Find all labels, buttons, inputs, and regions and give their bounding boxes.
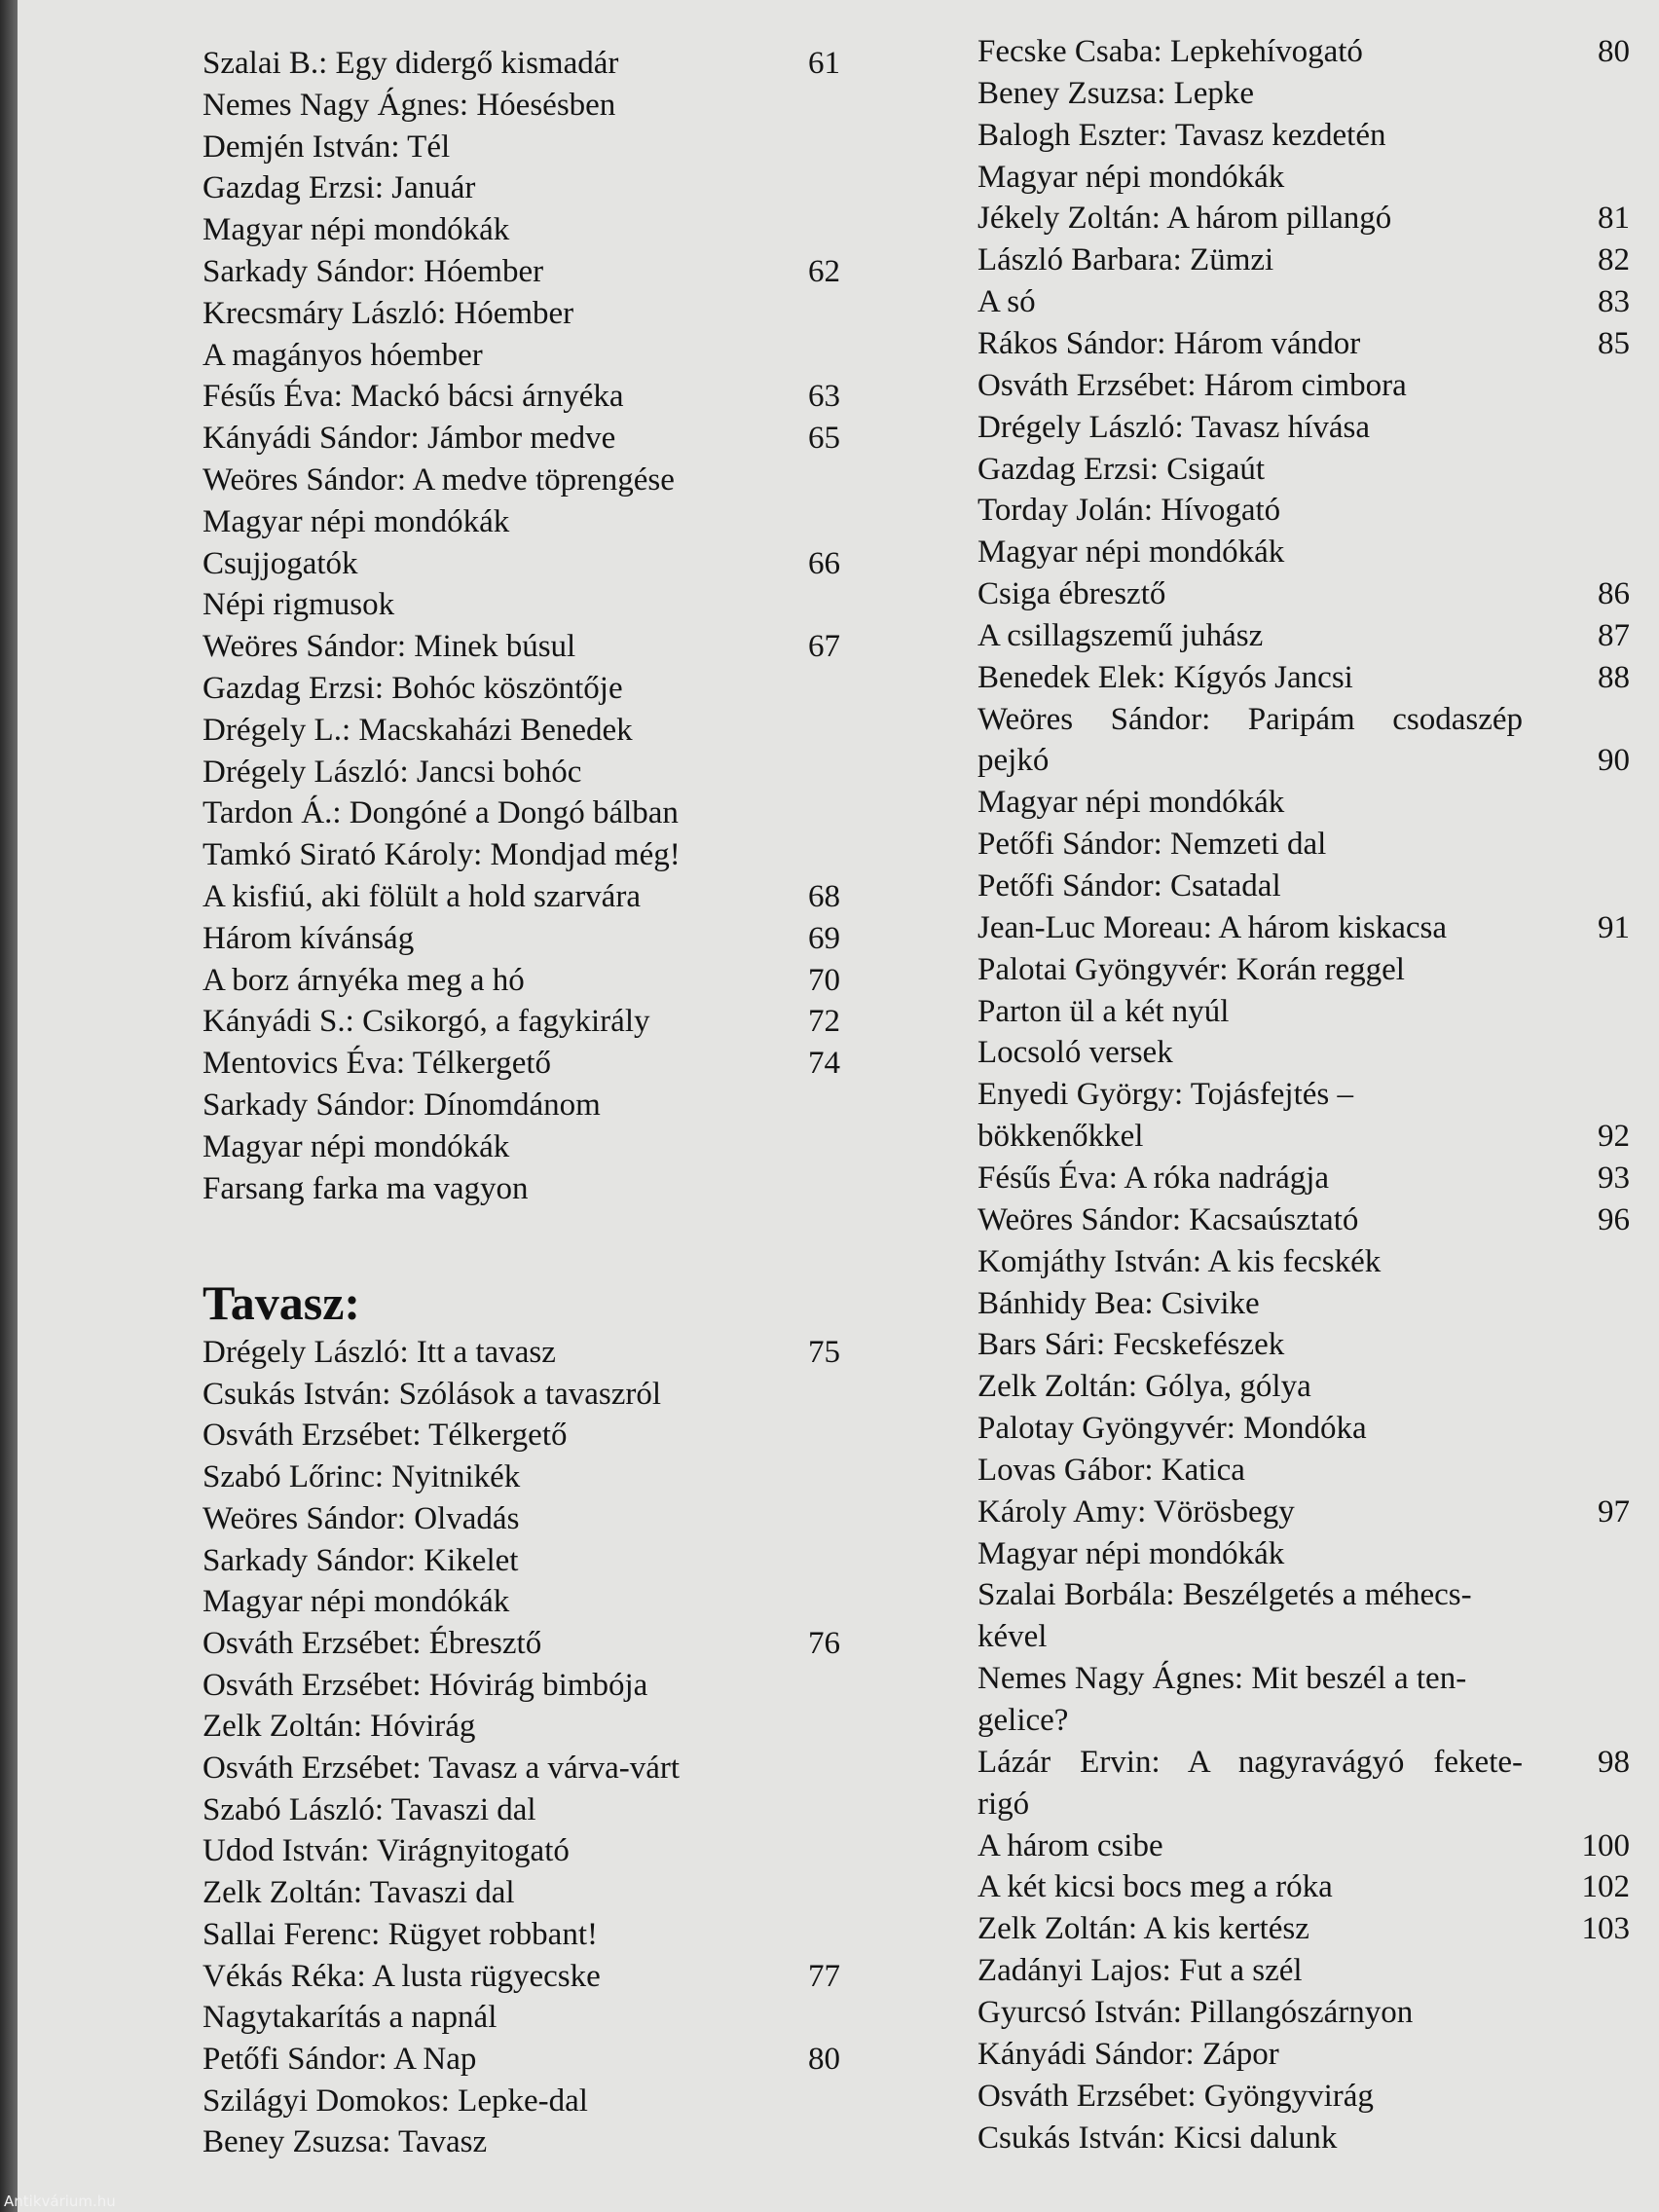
toc-entry: [977, 32, 1630, 71]
toc-entry-title: Csukás István: Kicsi dalunk: [977, 2120, 1338, 2156]
toc-entry: [977, 116, 1630, 155]
toc-entry-title: Farsang farka ma vagyon: [203, 1170, 529, 1206]
toc-entry-title: Weöres Sándor: Paripám csodaszép: [977, 701, 1523, 737]
toc-entry-title: Gyurcsó István: Pillangószárnyon: [977, 1994, 1414, 2030]
toc-entry-page: 80: [1598, 34, 1630, 69]
toc-entry-title: Szabó Lőrinc: Nyitnikék: [203, 1459, 521, 1495]
toc-entry-title: Csujjogatók: [203, 545, 358, 581]
toc-entry-title: Szabó László: Tavaszi dal: [203, 1791, 536, 1827]
toc-entry-page: 86: [1598, 576, 1630, 612]
toc-entry: [203, 919, 840, 958]
toc-entry-title: Magyar népi mondókák: [203, 1584, 510, 1620]
toc-entry: [203, 835, 840, 874]
toc-entry-page: 97: [1598, 1493, 1630, 1530]
toc-entry-title: Drégely László: Jancsi bohóc: [203, 754, 582, 790]
toc-entry-title: Nagytakarítás a napnál: [203, 2000, 498, 2036]
toc-entry: [977, 574, 1630, 613]
toc-entry-title: Weöres Sándor: Kacsaúsztató: [977, 1201, 1359, 1237]
toc-entry-title: Károly Amy: Vörösbegy: [977, 1493, 1295, 1530]
toc-entry: [203, 336, 840, 375]
toc-entry-title: Osváth Erzsébet: Három cimbora: [977, 367, 1407, 403]
toc-entry-title: Weöres Sándor: Olvadás: [203, 1500, 520, 1536]
toc-entry: [977, 2119, 1630, 2157]
toc-entry: [203, 44, 840, 83]
toc-entry: [203, 1169, 840, 1208]
toc-entry: [203, 585, 840, 624]
toc-entry: [203, 711, 840, 750]
toc-entry: [203, 1666, 840, 1705]
toc-entry: [977, 1659, 1630, 1698]
toc-entry-page: 98: [1598, 1744, 1630, 1780]
toc-entry-page: 61: [808, 46, 840, 81]
toc-entry: [977, 950, 1630, 989]
toc-entry: [977, 408, 1630, 447]
toc-entry-title: Gazdag Erzsi: Bohóc köszöntője: [203, 671, 623, 706]
toc-entry: [977, 158, 1630, 197]
toc-entry: [977, 1617, 1630, 1656]
toc-entry-page: 87: [1598, 617, 1630, 653]
toc-entry: [977, 1785, 1630, 1824]
section-title-tavasz: Tavasz:: [203, 1275, 361, 1330]
toc-entry: [977, 2077, 1630, 2116]
toc-entry: [977, 1117, 1630, 1156]
toc-entry-title: László Barbara: Zümzi: [977, 242, 1274, 278]
toc-entry: [977, 1575, 1630, 1614]
toc-entry-title: Drégely László: Itt a tavasz: [203, 1335, 556, 1370]
toc-entry-title: Gazdag Erzsi: Csigaút: [977, 451, 1266, 487]
toc-entry-title: Szalai B.: Egy didergő kismadár: [203, 46, 619, 81]
toc-entry-page: 92: [1598, 1119, 1630, 1155]
toc-entry: [977, 282, 1630, 321]
toc-entry-title: Zelk Zoltán: Tavaszi dal: [203, 1875, 515, 1911]
toc-entry: [977, 992, 1630, 1031]
toc-entry: [203, 1873, 840, 1912]
toc-entry: [203, 669, 840, 708]
toc-entry-title: rigó: [977, 1786, 1030, 1822]
toc-entry: [977, 866, 1630, 905]
toc-entry: [977, 658, 1630, 697]
toc-entry-title: Fecske Csaba: Lepkehívogató: [977, 34, 1363, 69]
toc-entry-title: Drégely L.: Macskaházi Benedek: [203, 712, 633, 748]
toc-entry: [977, 1451, 1630, 1490]
toc-entry-title: Kányádi S.: Csikorgó, a fagykirály: [203, 1004, 650, 1040]
toc-entry: [977, 700, 1630, 739]
toc-entry: [203, 168, 840, 207]
toc-entry-title: A két kicsi bocs meg a róka: [977, 1869, 1333, 1905]
toc-entry-title: Osváth Erzsébet: Gyöngyvirág: [977, 2078, 1374, 2114]
toc-entry: [977, 1325, 1630, 1364]
toc-entry-title: A magányos hóember: [203, 337, 483, 373]
toc-entry-title: Osváth Erzsébet: Hóvirág bimbója: [203, 1667, 648, 1703]
toc-entry: [977, 616, 1630, 655]
toc-entry: [203, 1333, 840, 1372]
toc-entry-title: Vékás Réka: A lusta rügyecske: [203, 1958, 601, 1994]
toc-entry: [203, 877, 840, 916]
toc-entry-title: Népi rigmusok: [203, 587, 395, 623]
toc-entry: [977, 1242, 1630, 1281]
toc-entry: [977, 533, 1630, 571]
toc-entry: [977, 1159, 1630, 1198]
toc-entry-title: Három kívánság: [203, 920, 415, 956]
toc-entry: [977, 1284, 1630, 1323]
toc-entry: [977, 741, 1630, 780]
toc-entry-page: 83: [1598, 284, 1630, 320]
toc-entry: [203, 2082, 840, 2120]
toc-entry: [203, 294, 840, 333]
toc-entry: [203, 1375, 840, 1414]
toc-entry: [203, 1790, 840, 1829]
toc-entry-title: Lázár Ervin: A nagyravágyó fekete-: [977, 1744, 1523, 1780]
toc-entry-title: Bánhidy Bea: Csivike: [977, 1285, 1260, 1321]
toc-entry-title: bökkenőkkel: [977, 1119, 1144, 1155]
toc-entry: [203, 128, 840, 166]
toc-entry-page: 75: [808, 1335, 840, 1370]
toc-entry-title: Nemes Nagy Ágnes: Mit beszél a ten-: [977, 1661, 1467, 1697]
toc-entry-title: Magyar népi mondókák: [203, 212, 510, 248]
toc-entry: [203, 1416, 840, 1455]
toc-entry: [203, 1624, 840, 1663]
toc-entry: [203, 544, 840, 583]
toc-entry-page: 74: [808, 1046, 840, 1082]
toc-entry: [203, 2122, 840, 2161]
toc-entry-page: 82: [1598, 242, 1630, 278]
toc-entry-title: Kányádi Sándor: Zápor: [977, 2036, 1279, 2072]
toc-entry-title: Locsoló versek: [977, 1035, 1173, 1071]
toc-entry: [203, 1957, 840, 1996]
toc-entry-page: 72: [808, 1004, 840, 1040]
toc-entry: [977, 199, 1630, 238]
toc-entry: [977, 1493, 1630, 1531]
toc-entry: [203, 1541, 840, 1580]
toc-entry-title: Zelk Zoltán: Hóvirág: [203, 1709, 476, 1745]
toc-entry-title: Tamkó Sirató Károly: Mondjad még!: [203, 837, 681, 873]
toc-entry-title: Krecsmáry László: Hóember: [203, 295, 574, 331]
toc-entry-title: A csillagszemű juhász: [977, 617, 1264, 653]
toc-entry-title: Magyar népi mondókák: [977, 535, 1285, 571]
toc-entry: [203, 1582, 840, 1621]
book-page: [18, 0, 1659, 2212]
toc-entry-title: Magyar népi mondókák: [977, 159, 1285, 195]
toc-entry-title: Petőfi Sándor: Csatadal: [977, 868, 1281, 903]
toc-entry-title: Torday Jolán: Hívogató: [977, 493, 1281, 529]
toc-entry: [203, 1499, 840, 1538]
toc-entry-page: 88: [1598, 659, 1630, 695]
toc-entry-title: Petőfi Sándor: Nemzeti dal: [977, 827, 1327, 863]
toc-entry: [203, 461, 840, 499]
toc-entry-title: Udod István: Virágnyitogató: [203, 1833, 570, 1869]
toc-entry-title: Osváth Erzsébet: Télkergető: [203, 1418, 568, 1454]
toc-entry-title: Parton ül a két nyúl: [977, 993, 1230, 1029]
toc-entry-title: Magyar népi mondókák: [977, 1535, 1285, 1571]
toc-entry: [203, 1457, 840, 1496]
toc-entry-title: Zelk Zoltán: A kis kertész: [977, 1911, 1309, 1947]
toc-entry: [203, 419, 840, 458]
toc-entry-title: Gazdag Erzsi: Január: [203, 170, 476, 206]
toc-entry-title: Szilágyi Domokos: Lepke-dal: [203, 2083, 588, 2119]
toc-entry-title: Palotai Gyöngyvér: Korán reggel: [977, 951, 1405, 987]
toc-entry: [977, 1951, 1630, 1990]
toc-entry: [977, 783, 1630, 822]
toc-entry-title: Beney Zsuzsa: Tavasz: [203, 2124, 488, 2160]
toc-entry-title: gelice?: [977, 1703, 1069, 1738]
toc-entry: [203, 627, 840, 666]
toc-entry-title: Drégely László: Tavasz hívása: [977, 409, 1371, 445]
toc-entry-page: 66: [808, 545, 840, 581]
toc-entry-title: pejkó: [977, 743, 1050, 779]
toc-entry: [203, 377, 840, 416]
toc-entry-title: Sarkady Sándor: Hóember: [203, 254, 544, 289]
toc-entry: [977, 1534, 1630, 1573]
toc-entry: [203, 2040, 840, 2079]
toc-entry: [977, 1826, 1630, 1865]
toc-entry-title: Demjén István: Tél: [203, 129, 451, 165]
toc-entry-title: Petőfi Sándor: A Nap: [203, 2041, 477, 2077]
toc-entry: [977, 491, 1630, 530]
toc-entry-title: A borz árnyéka meg a hó: [203, 962, 525, 998]
toc-entry: [203, 1002, 840, 1041]
toc-entry: [977, 1701, 1630, 1740]
toc-entry-title: Beney Zsuzsa: Lepke: [977, 75, 1255, 111]
toc-entry: [977, 1909, 1630, 1948]
toc-entry-page: 77: [808, 1958, 840, 1994]
toc-entry-page: 63: [808, 379, 840, 415]
book-spine-shadow: [0, 0, 18, 2212]
toc-entry-page: 102: [1581, 1869, 1630, 1905]
toc-entry: [977, 1743, 1630, 1782]
toc-entry-title: Weöres Sándor: Minek búsul: [203, 629, 576, 665]
toc-entry-title: Balogh Eszter: Tavasz kezdetén: [977, 117, 1386, 153]
toc-entry-page: 67: [808, 629, 840, 665]
toc-entry: [203, 86, 840, 125]
toc-entry-title: Sarkady Sándor: Kikelet: [203, 1542, 519, 1578]
toc-entry-page: 100: [1581, 1827, 1630, 1863]
toc-entry-page: 70: [808, 962, 840, 998]
toc-entry-title: Osváth Erzsébet: Tavasz a várva-várt: [203, 1751, 681, 1786]
toc-entry: [977, 1200, 1630, 1239]
toc-entry-title: Rákos Sándor: Három vándor: [977, 325, 1361, 361]
toc-entry-title: Benedek Elek: Kígyós Jancsi: [977, 659, 1353, 695]
toc-entry: [977, 825, 1630, 864]
toc-entry-page: 91: [1598, 909, 1630, 945]
toc-entry: [977, 1033, 1630, 1072]
toc-entry: [203, 1998, 840, 2037]
toc-entry-title: Fésűs Éva: A róka nadrágja: [977, 1160, 1330, 1196]
toc-entry-title: Zelk Zoltán: Gólya, gólya: [977, 1369, 1311, 1405]
toc-entry-title: Lovas Gábor: Katica: [977, 1452, 1245, 1488]
toc-entry-page: 80: [808, 2041, 840, 2077]
toc-entry-page: 90: [1598, 743, 1630, 779]
toc-entry: [203, 1707, 840, 1746]
toc-entry-title: Osváth Erzsébet: Ébresztő: [203, 1625, 542, 1661]
toc-entry: [977, 1993, 1630, 2032]
toc-entry-title: Jékely Zoltán: A három pillangó: [977, 201, 1392, 237]
toc-entry: [203, 1086, 840, 1124]
toc-entry: [977, 240, 1630, 279]
toc-entry: [203, 252, 840, 291]
toc-entry-title: Csiga ébresztő: [977, 576, 1166, 612]
toc-entry: [203, 1044, 840, 1083]
toc-entry: [203, 1127, 840, 1166]
toc-entry-title: A kisfiú, aki fölült a hold szarvára: [203, 879, 641, 914]
toc-entry-title: A három csibe: [977, 1827, 1163, 1863]
toc-entry: [977, 450, 1630, 489]
toc-entry: [203, 1749, 840, 1788]
toc-entry-title: Magyar népi mondókák: [203, 1128, 510, 1164]
toc-entry: [977, 1867, 1630, 1906]
toc-entry-title: Kányádi Sándor: Jámbor medve: [203, 421, 616, 457]
toc-entry-page: 81: [1598, 201, 1630, 237]
toc-entry: [203, 1831, 840, 1870]
toc-entry: [203, 793, 840, 832]
toc-entry-title: Zadányi Lajos: Fut a szél: [977, 1953, 1303, 1989]
toc-entry-title: Magyar népi mondókák: [977, 785, 1285, 821]
toc-entry: [203, 1915, 840, 1954]
toc-entry-title: Weöres Sándor: A medve töprengése: [203, 462, 675, 498]
toc-entry-title: Csukás István: Szólások a tavaszról: [203, 1376, 662, 1412]
toc-entry-page: 65: [808, 421, 840, 457]
watermark: Antikvárium.hu: [4, 2193, 116, 2210]
toc-entry-page: 62: [808, 254, 840, 289]
toc-entry: [977, 324, 1630, 363]
toc-entry-title: Tardon Á.: Dongóné a Dongó bálban: [203, 795, 679, 831]
toc-entry: [977, 2035, 1630, 2074]
toc-entry-title: Magyar népi mondókák: [203, 503, 510, 539]
toc-entry-title: Palotay Gyöngyvér: Mondóka: [977, 1411, 1367, 1447]
toc-entry-page: 68: [808, 879, 840, 914]
toc-entry-title: Sallai Ferenc: Rügyet robbant!: [203, 1916, 598, 1952]
toc-entry-page: 93: [1598, 1160, 1630, 1196]
toc-entry-title: Sarkady Sándor: Dínomdánom: [203, 1088, 601, 1123]
toc-entry-title: Bars Sári: Fecskefészek: [977, 1327, 1285, 1363]
toc-entry: [977, 1075, 1630, 1114]
toc-entry-title: Enyedi György: Tojásfejtés –: [977, 1077, 1353, 1113]
toc-entry-page: 85: [1598, 325, 1630, 361]
toc-entry-title: Nemes Nagy Ágnes: Hóesésben: [203, 87, 616, 123]
toc-entry-title: Komjáthy István: A kis fecskék: [977, 1243, 1382, 1279]
toc-entry-title: Mentovics Éva: Télkergető: [203, 1046, 552, 1082]
toc-entry: [977, 366, 1630, 405]
toc-entry: [977, 1409, 1630, 1448]
toc-entry-page: 96: [1598, 1201, 1630, 1237]
toc-entry-page: 76: [808, 1625, 840, 1661]
toc-entry-page: 103: [1581, 1911, 1630, 1947]
toc-entry-title: Szalai Borbála: Beszélgetés a méhecs-: [977, 1577, 1472, 1613]
toc-entry-title: Jean-Luc Moreau: A három kiskacsa: [977, 909, 1448, 945]
toc-entry-title: A só: [977, 284, 1036, 320]
toc-entry: [203, 210, 840, 249]
toc-entry: [977, 908, 1630, 947]
toc-entry: [203, 502, 840, 541]
toc-entry-page: 69: [808, 920, 840, 956]
toc-entry: [977, 74, 1630, 113]
toc-entry-title: kével: [977, 1619, 1048, 1655]
toc-entry: [203, 753, 840, 792]
toc-entry: [977, 1367, 1630, 1406]
toc-entry: [203, 961, 840, 1000]
toc-entry-title: Fésűs Éva: Mackó bácsi árnyéka: [203, 379, 624, 415]
